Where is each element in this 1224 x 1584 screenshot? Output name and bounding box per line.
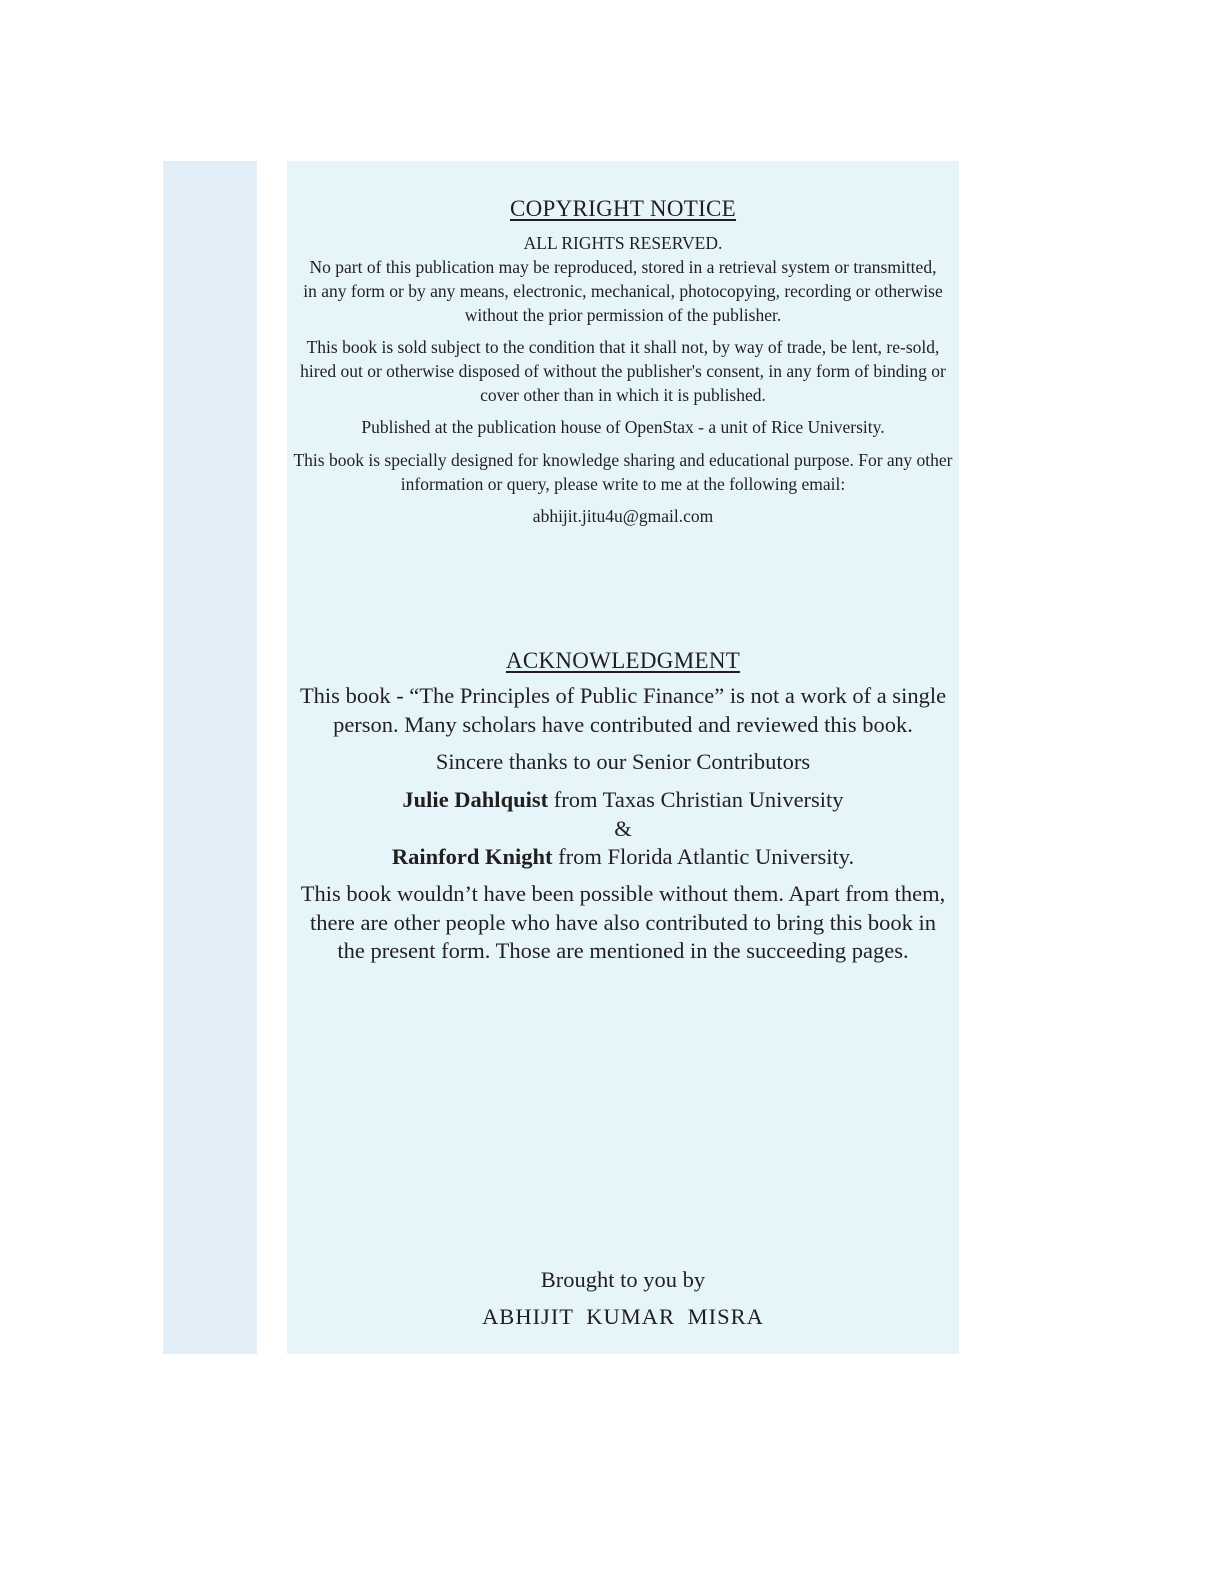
copyright-heading: COPYRIGHT NOTICE <box>509 196 737 221</box>
contact-email: abhijit.jitu4u@gmail.com <box>532 506 714 526</box>
author-name: ABHIJIT KUMAR MISRA <box>482 1304 764 1329</box>
ack-p1-inner: This book - “The Principles of Public Finance” is not a work of a single person. Many scholars have contributed and reviewed this book. <box>299 683 947 737</box>
ack-p2-inner: This book wouldn’t have been possible without them. Apart from them, there are other people who have also contributed to bring this book in the present form. Those are mentioned in the succeeding pages. <box>300 881 946 963</box>
contributor-1-name: Julie Dahlquist <box>402 787 549 812</box>
contributor-2-name: Rainford Knight <box>391 844 553 869</box>
acknowledgment-thanks: Sincere thanks to our Senior Contributors <box>435 749 811 774</box>
ampersand: & <box>614 816 632 841</box>
copyright-paragraph-1 <box>287 255 959 327</box>
brought-to-you-by: Brought to you by <box>540 1267 706 1292</box>
acknowledgment-paragraph-2 <box>287 880 959 966</box>
content-panel <box>287 161 959 1354</box>
contributor-1 <box>287 786 959 815</box>
contributor-2 <box>287 843 959 872</box>
copyright-paragraph-2 <box>287 335 959 407</box>
side-color-strip <box>163 161 257 1354</box>
contributor-1-affiliation: from Taxas Christian University <box>548 787 844 812</box>
copyright-paragraph-3: Published at the publication house of OpenStax - a unit of Rice University. <box>361 417 885 437</box>
copyright-p4-inner: This book is specially designed for knowledge sharing and educational purpose. For any other information or query, please write to me at the following email: <box>293 450 953 494</box>
copyright-p1-inner: No part of this publication may be reproduced, stored in a retrieval system or transmitted, in any form or by any means, electronic, mechanical, photocopying, recording or otherwise without the prior permission of the publisher. <box>303 257 943 325</box>
acknowledgment-paragraph-1 <box>287 682 959 739</box>
rights-reserved-text: ALL RIGHTS RESERVED. <box>523 233 723 253</box>
contributor-2-affiliation: from Florida Atlantic University. <box>552 844 855 869</box>
copyright-p2-inner: This book is sold subject to the condition that it shall not, by way of trade, be lent, re-sold, hired out or otherwise disposed of without the publisher's consent, in any form of binding or cover other than in which it is published. <box>300 337 946 405</box>
acknowledgment-heading: ACKNOWLEDGMENT <box>505 648 741 673</box>
copyright-paragraph-4 <box>287 448 959 496</box>
